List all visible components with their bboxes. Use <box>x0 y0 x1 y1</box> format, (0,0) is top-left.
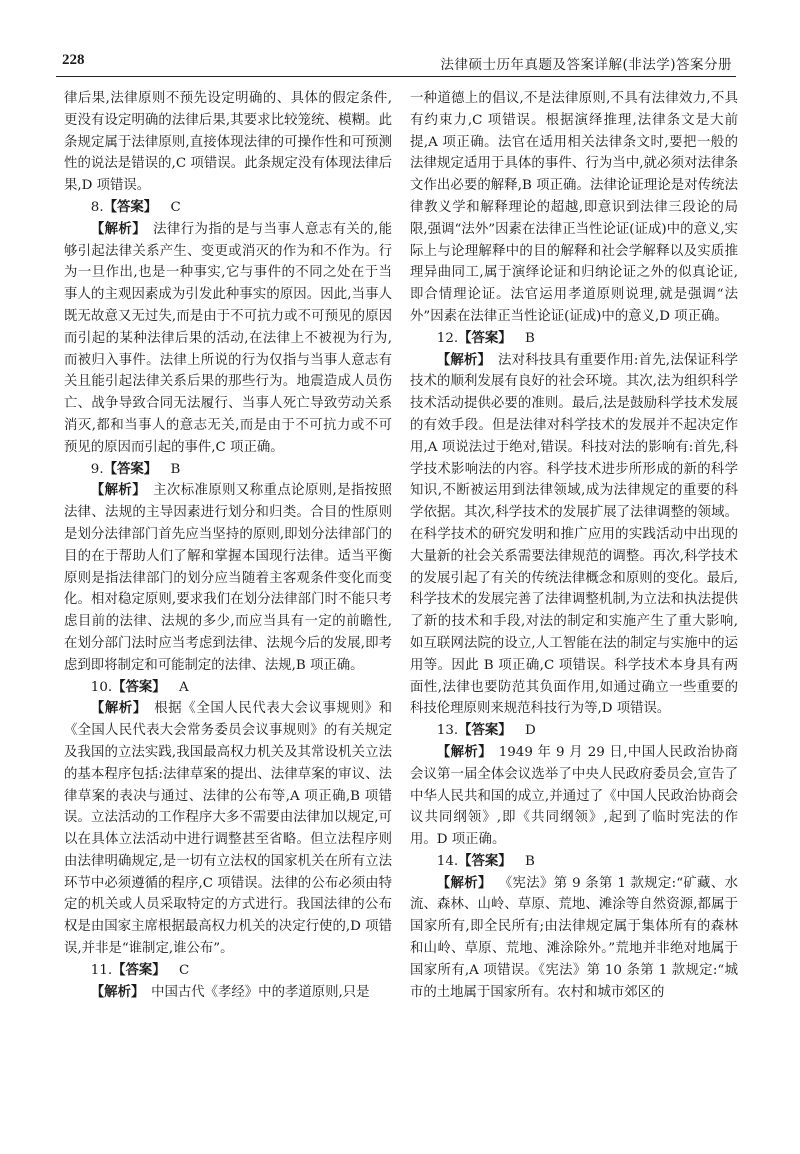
analysis-text: 法对科技具有重要作用:首先,法保证科学技术的顺利发展有良好的社会环境。其次,法为组织科学技术活动提供必要的准则。最后,法是鼓励科学技术发展的有效手段。但是法律对科学技术的发展并不起决定作用,A 项说法过于绝对,错误。科技对法的影响有:首先,科学技术影响法的内容。科学技术进步所形成的新的科学知识,不断被运用到法律领域,成为法律规定的重要的科学依据。其次,科学技术的发展扩展了法律调整的领域。在科学技术的研究发明和推广应用的实践活动中出现的大量新的社会关系需要法律规范的调整。再次,科学技术的发展引起了有关的传统法律概念和原则的变化。最后,科学技术的发展完善了法律调整机制,为立法和执法提供了新的技术和手段,对法的制定和实施产生了重大影响,如互联网法院的设立,人工智能在法的制定与实施中的运用等。因此 B 项正确,C 项错误。科学技术本身具有两面性,法律也要防范其负面作用,如通过确立一些重要的科技伦理原则来规范科技行为等,D 项错误。 <box>410 352 738 717</box>
analysis-label: 【解析】 <box>90 700 147 717</box>
answer-line <box>64 960 392 982</box>
analysis-label: 【解析】 <box>436 351 492 368</box>
paragraph-continued: 一种道德上的倡议,不是法律原则,不具有法律效力,不具有约束力,C 项错误。根据演绎推理,法律条文是大前提,A 项正确。法官在适用相关法律条文时,要把一般的法律规定适用于具体的事件、行为当中,就必须对法律条文作出必要的解释,B 项正确。法律论证理论是对传统法律教义学和解释理论的超越,即意识到法律三段论的局限,强调“法外”因素在法律正当性论证(证成)中的意义,实际上与论理解释中的目的解释和社会学解释以及实质推理异曲同工,属于演绎论证和归纳论证之外的似真论证,即合情理论证。法官运用孝道原则说理,就是强调“法外”因素在法律正当性论证(证成)中的意义,D 项正确。 <box>410 91 738 324</box>
answer-label: 【答案】 <box>103 198 158 215</box>
analysis-label: 【解析】 <box>436 743 493 760</box>
analysis-label: 【解析】 <box>90 983 145 1000</box>
answer-value: C <box>179 962 190 978</box>
answer-label: 【答案】 <box>112 961 166 978</box>
running-title: 法律硕士历年真题及答案详解(非法学)答案分册 <box>440 57 732 73</box>
analysis-paragraph <box>410 873 738 1004</box>
left-column <box>64 88 392 1003</box>
analysis-label: 【解析】 <box>90 482 147 499</box>
analysis-text: 主次标准原则又称重点论原则,是指按照法律、法规的主导因素进行划分和归类。合目的性原则是划分法律部门首先应当坚持的原则,即划分法律部门的目的在于帮助人们了解和掌握本国现行法律。适当平衡原则是指法律部门的划分应当随着主客观条件变化而变化。相对稳定原则,要求我们在划分法律部门时不能只考虑目前的法律、法规的多少,而应当具有一定的前瞻性,在划分部门法时应当考虑到法律、法规今后的发展,即考虑到即将制定和可能制定的法律、法规,B 项正确。 <box>64 483 393 673</box>
analysis-paragraph <box>410 350 738 721</box>
answer-line <box>64 677 392 699</box>
page-header <box>56 50 736 77</box>
analysis-text: 《宪法》第 9 条第 1 款规定:“矿藏、水流、森林、山岭、草原、荒地、滩涂等自然资源,都属于国家所有,即全民所有;由法律规定属于集体所有的森林和山岭、草原、荒地、滩涂除外。”荒地并非绝对地属于国家所有,A 项错误。《宪法》第 10 条第 1 款规定:“城市的土地属于国家所有。农村和城市郊区的 <box>410 875 739 1000</box>
analysis-text: 中国古代《孝经》中的孝道原则,只是 <box>151 984 370 1000</box>
question-number: 14. <box>436 853 459 869</box>
answer-value: B <box>525 330 535 346</box>
answer-line <box>64 459 392 481</box>
question-number: 10. <box>90 679 113 695</box>
right-column <box>410 88 738 1003</box>
analysis-paragraph <box>64 219 392 459</box>
answer-label: 【答案】 <box>458 722 512 739</box>
answer-line <box>64 197 392 219</box>
answer-label: 【答案】 <box>103 460 158 477</box>
question-number: 8. <box>90 199 104 215</box>
analysis-paragraph <box>64 982 392 1004</box>
analysis-paragraph <box>64 480 392 676</box>
paragraph-continued: 律后果,法律原则不预先设定明确的、具体的假定条件,更没有设定明确的法律后果,其要求比较笼统、模糊。此条规定属于法律原则,直接体现法律的可操作性和可预测性的说法是错误的,C 项错误。此条规定没有体现法律后果,D 项错误。 <box>64 91 392 194</box>
question-number: 11. <box>90 962 113 978</box>
answer-line <box>410 328 738 350</box>
answer-value: B <box>170 461 181 477</box>
answer-label: 【答案】 <box>458 329 512 346</box>
answer-label: 【答案】 <box>112 678 166 695</box>
analysis-label: 【解析】 <box>90 220 147 237</box>
analysis-paragraph <box>64 698 392 960</box>
answer-value: B <box>525 853 535 869</box>
analysis-paragraph <box>410 742 738 851</box>
answer-value: A <box>179 679 189 695</box>
analysis-text: 根据《全国人民代表大会议事规则》和《全国人民代表大会常务委员会议事规则》的有关规定及我国的立法实践,我国最高权力机关及其常设机关立法的基本程序包括:法律草案的提出、法律草案的审议、法律草案的表决与通过、法律的公布等,A 项正确,B 项错误。立法活动的工作程序大多不需要由法律加以规定,可以在具体立法活动中进行调整甚至省略。但立法程序则由法律明确规定,是一切有立法权的国家机关在所有立法环节中必须遵循的程序,C 项错误。法律的公布必须由特定的机关或人员采取特定的方式进行。我国法律的公布权是由国家主席根据最高权力机关的决定行使的,D 项错误,并非是“谁制定,谁公布”。 <box>64 701 393 957</box>
answer-value: D <box>525 723 536 739</box>
analysis-text: 法律行为指的是与当事人意志有关的,能够引起法律关系产生、变更或消灭的作为和不作为。行为一旦作出,也是一种事实,它与事件的不同之处在于当事人的主观因素成为引发此种事实的原因。因此,当事人既无故意又无过失,而是由于不可抗力或不可预见的原因而引起的某种法律后果的活动,在法律上不被视为行为,而被归入事件。法律上所说的行为仅指与当事人意志有关且能引起法律关系后果的那些行为。地震造成人员伤亡、战争导致合同无法履行、当事人死亡导致劳动关系消灭,都和当事人的意志无关,而是由于不可抗力或不可预见的原因而引起的事件,C 项正确。 <box>64 221 393 455</box>
question-number: 13. <box>436 723 459 739</box>
answer-label: 【答案】 <box>458 852 512 869</box>
answer-value: C <box>170 199 181 215</box>
answer-line <box>410 851 738 873</box>
analysis-text: 1949 年 9 月 29 日,中国人民政治协商会议第一届全体会议选举了中央人民政府委员会,宣告了中华人民共和国的成立,并通过了《中国人民政治协商会议共同纲领》,即《共同纲领》,起到了临时宪法的作用。D 项正确。 <box>410 744 738 848</box>
question-number: 12. <box>436 330 459 346</box>
page-number: 228 <box>62 52 85 68</box>
answer-line <box>410 720 738 742</box>
question-number: 9. <box>90 461 104 477</box>
analysis-label: 【解析】 <box>436 874 492 891</box>
